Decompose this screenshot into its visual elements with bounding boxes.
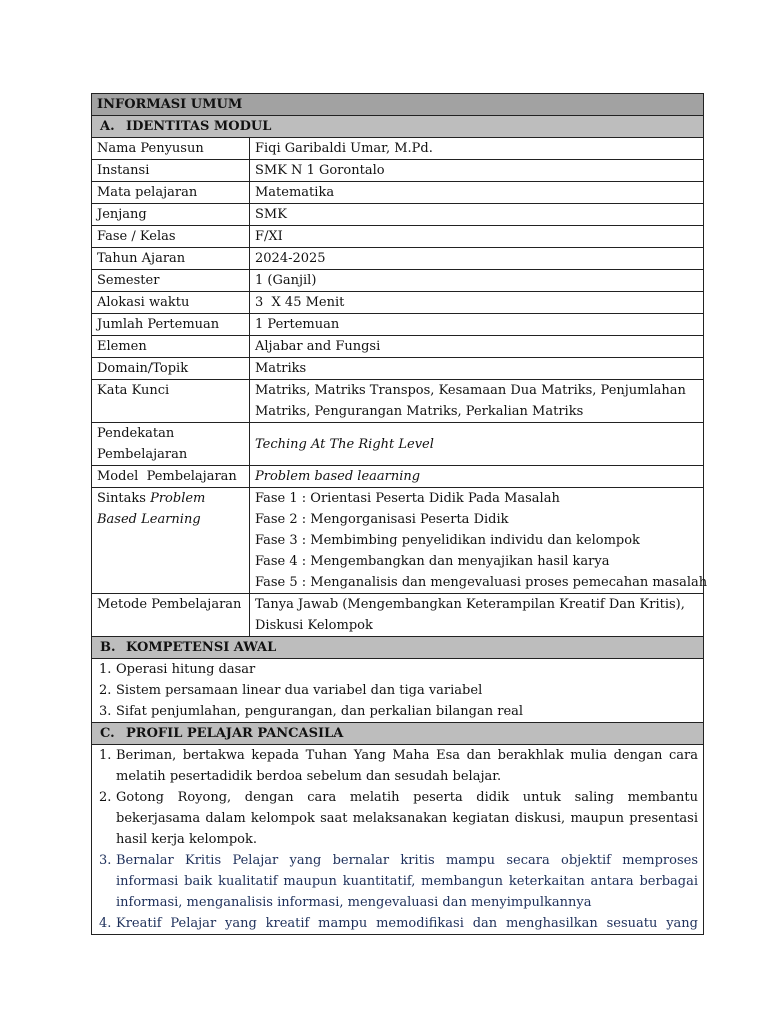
row-jumlah-pertemuan xyxy=(92,314,704,336)
row-sintaks xyxy=(92,488,704,594)
list-item: 4. Kreatif Pelajar yang kreatif mampu memodifikasi dan menghasilkan sesuatu yang xyxy=(99,916,698,931)
row-pendekatan xyxy=(92,423,704,466)
sintaks-label-italic-1: Problem xyxy=(150,491,206,506)
row-kata-kunci xyxy=(92,380,704,423)
profil-pancasila-list xyxy=(97,745,698,934)
row-kompetensi-awal xyxy=(92,659,704,723)
section-a-letter: A. xyxy=(100,119,115,134)
domain-topik-label: Domain/Topik xyxy=(92,358,250,380)
kata-kunci-label: Kata Kunci xyxy=(92,380,250,423)
sintaks-label xyxy=(92,488,250,594)
section-c-header xyxy=(92,723,704,745)
pendekatan-label-line2: Pembelajaran xyxy=(97,447,188,462)
kata-kunci-value: Matriks, Matriks Transpos, Kesamaan Dua Matriks, Penjumlahan Matriks, Pengurangan Matriks, Perkalian Matriks xyxy=(250,380,704,423)
row-instansi xyxy=(92,160,704,182)
row-elemen xyxy=(92,336,704,358)
list-item: 1. Beriman, bertakwa kepada Tuhan Yang Maha Esa dan berakhlak mulia dengan cara melatih pesertadidik berdoa sebelum dan sesudah belajar. xyxy=(99,748,698,784)
section-b-title: KOMPETENSI AWAL xyxy=(126,640,277,655)
kompetensi-awal-list xyxy=(97,659,698,722)
elemen-value: Aljabar and Fungsi xyxy=(250,336,704,358)
alokasi-waktu-label: Alokasi waktu xyxy=(92,292,250,314)
mata-pelajaran-value: Matematika xyxy=(250,182,704,204)
section-c-title: PROFIL PELAJAR PANCASILA xyxy=(126,726,344,741)
tahun-ajaran-label: Tahun Ajaran xyxy=(92,248,250,270)
elemen-label: Elemen xyxy=(92,336,250,358)
row-model xyxy=(92,466,704,488)
row-metode xyxy=(92,594,704,637)
row-jenjang xyxy=(92,204,704,226)
jenjang-label: Jenjang xyxy=(92,204,250,226)
instansi-value: SMK N 1 Gorontalo xyxy=(250,160,704,182)
sintaks-label-prefix: Sintaks xyxy=(97,491,151,506)
row-mata-pelajaran xyxy=(92,182,704,204)
jenjang-value: SMK xyxy=(250,204,704,226)
alokasi-waktu-value: 3 X 45 Menit xyxy=(250,292,704,314)
sintaks-fase-4: Fase 4 : Mengembangkan dan menyajikan hasil karya xyxy=(255,554,610,569)
jumlah-pertemuan-label: Jumlah Pertemuan xyxy=(92,314,250,336)
nama-penyusun-label: Nama Penyusun xyxy=(92,138,250,160)
row-tahun-ajaran xyxy=(92,248,704,270)
sintaks-fase-1: Fase 1 : Orientasi Peserta Didik Pada Masalah xyxy=(255,491,560,506)
list-item: 2. Gotong Royong, dengan cara melatih peserta didik untuk saling membantu bekerjasama dalam kelompok saat melaksanakan kegiatan diskusi, maupun presentasi hasil kerja kelompok. xyxy=(99,790,698,847)
fase-kelas-value: F/XI xyxy=(250,226,704,248)
mata-pelajaran-label: Mata pelajaran xyxy=(92,182,250,204)
fase-kelas-label: Fase / Kelas xyxy=(92,226,250,248)
section-a-title: IDENTITAS MODUL xyxy=(126,119,272,134)
section-c-letter: C. xyxy=(100,726,115,741)
list-item: 3. Sifat penjumlahan, pengurangan, dan perkalian bilangan real xyxy=(99,704,524,719)
sintaks-fase-2: Fase 2 : Mengorganisasi Peserta Didik xyxy=(255,512,509,527)
row-profil-pancasila xyxy=(92,745,704,935)
domain-topik-value: Matriks xyxy=(250,358,704,380)
sintaks-fase-3: Fase 3 : Membimbing penyelidikan individu dan kelompok xyxy=(255,533,640,548)
metode-label: Metode Pembelajaran xyxy=(92,594,250,637)
tahun-ajaran-value: 2024-2025 xyxy=(250,248,704,270)
row-domain-topik xyxy=(92,358,704,380)
jumlah-pertemuan-value: 1 Pertemuan xyxy=(250,314,704,336)
model-label: Model Pembelajaran xyxy=(92,466,250,488)
section-b-letter: B. xyxy=(100,640,116,655)
pendekatan-value: Teching At The Right Level xyxy=(250,423,704,466)
semester-label: Semester xyxy=(92,270,250,292)
list-item: 2. Sistem persamaan linear dua variabel dan tiga variabel xyxy=(99,683,483,698)
row-semester xyxy=(92,270,704,292)
model-value: Problem based leaarning xyxy=(250,466,704,488)
list-item: 3. Bernalar Kritis Pelajar yang bernalar kritis mampu secara objektif memproses informasi baik kualitatif maupun kuantitatif, membangun keterkaitan antara berbagai informasi, menganalisis informasi, mengevaluasi dan menyimpulkannya xyxy=(99,853,698,910)
list-item: 1. Operasi hitung dasar xyxy=(99,662,256,677)
informasi-umum-header xyxy=(92,94,704,116)
sintaks-value xyxy=(250,488,708,594)
semester-value: 1 (Ganjil) xyxy=(250,270,704,292)
metode-value: Tanya Jawab (Mengembangkan Keterampilan Kreatif Dan Kritis), Diskusi Kelompok xyxy=(250,594,704,637)
row-fase-kelas xyxy=(92,226,704,248)
sintaks-fase-5: Fase 5 : Menganalisis dan mengevaluasi proses pemecahan masalah xyxy=(255,575,708,590)
row-alokasi-waktu xyxy=(92,292,704,314)
informasi-umum-table xyxy=(91,93,708,935)
section-a-header xyxy=(92,116,704,138)
informasi-umum-title: INFORMASI UMUM xyxy=(92,94,704,116)
sintaks-label-italic-2: Based Learning xyxy=(97,512,201,527)
row-nama-penyusun xyxy=(92,138,704,160)
module-document xyxy=(91,93,708,931)
instansi-label: Instansi xyxy=(92,160,250,182)
nama-penyusun-value: Fiqi Garibaldi Umar, M.Pd. xyxy=(250,138,704,160)
pendekatan-label-line1: Pendekatan xyxy=(97,426,175,441)
section-b-header xyxy=(92,637,704,659)
pendekatan-label xyxy=(92,423,250,466)
